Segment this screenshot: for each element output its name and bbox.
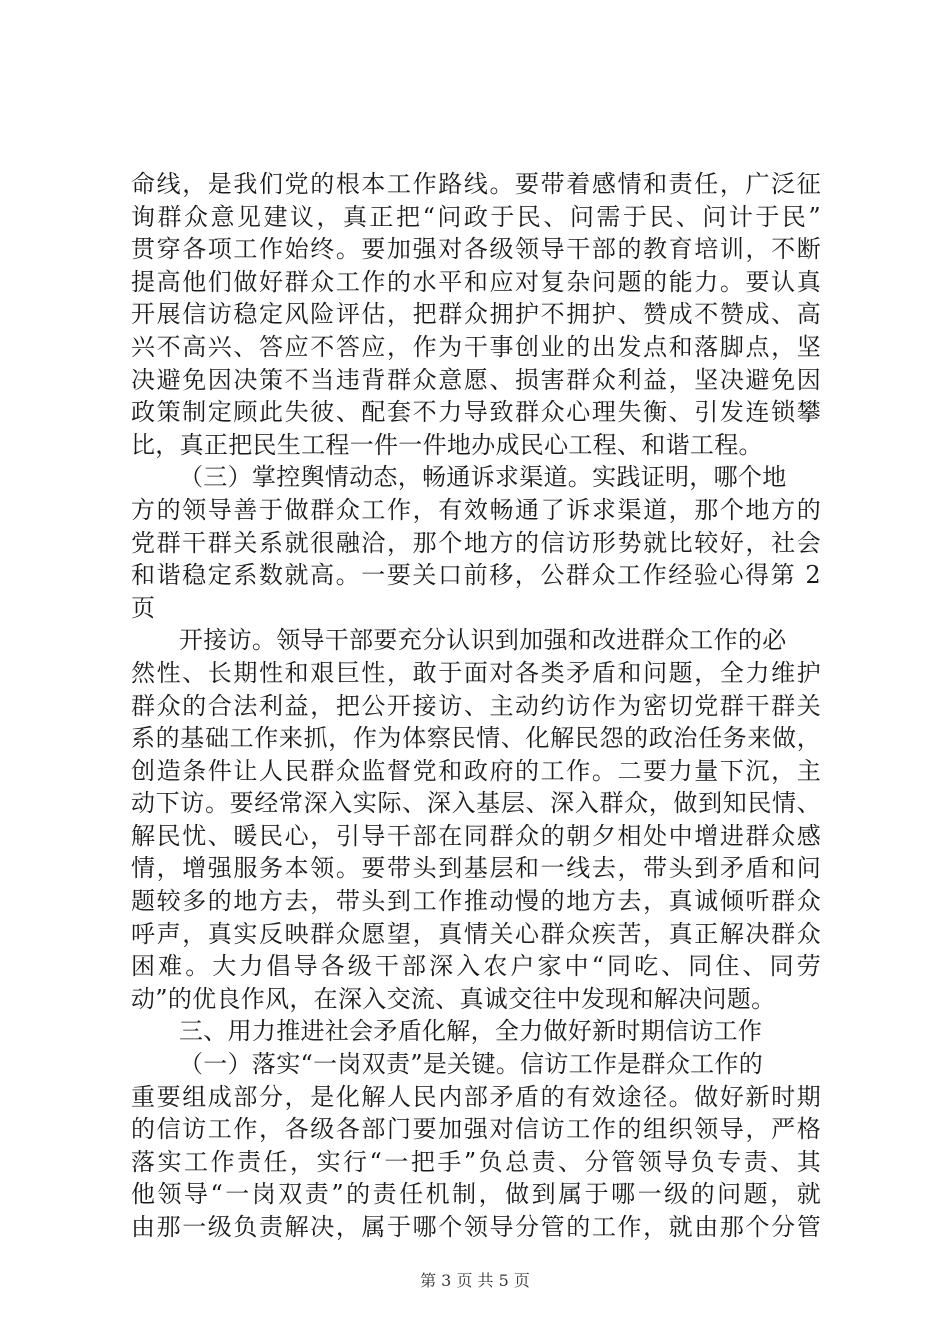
text-line: 决避免因决策不当违背群众意愿、损害群众利益，坚决避免因 (131, 365, 821, 394)
paragraph-start-line: 开接访。领导干部要充分认识到加强和改进群众工作的必 (179, 626, 787, 655)
text-line: 命线，是我们党的根本工作路线。要带着感情和责任，广泛征 (131, 170, 821, 198)
text-line: 题较多的地方去，带头到工作推动慢的地方去，真诚倾听群众 (131, 887, 821, 916)
text-line: 重要组成部分，是化解人民内部矛盾的有效途径。做好新时期 (131, 1082, 821, 1111)
text-line: 情，增强服务本领。要带头到基层和一线去，带头到矛盾和问 (131, 854, 821, 883)
paragraph-start-line: （一）落实“一岗双责”是关键。信访工作是群众工作的 (179, 1050, 764, 1079)
text-line: 和谐稳定系数就高。一要关口前移，公群众工作经验心得第 2 (131, 561, 821, 590)
text-line: 落实工作责任，实行“一把手”负总责、分管领导负专责、其 (131, 1147, 821, 1176)
document-body (131, 168, 821, 1244)
text-line: 政策制定顾此失彼、配套不力导致群众心理失衡、引发连锁攀 (131, 398, 821, 427)
text-line: 贯穿各项工作始终。要加强对各级领导干部的教育培训，不断 (131, 235, 821, 264)
text-line: 的信访工作，各级各部门要加强对信访工作的组织领导，严格 (131, 1115, 821, 1144)
text-line: 提高他们做好群众工作的水平和应对复杂问题的能力。要认真 (131, 267, 821, 296)
paragraph-start-line: （三）掌控舆情动态，畅通诉求渠道。实践证明，哪个地 (179, 463, 787, 492)
text-line: 他领导“一岗双责”的责任机制，做到属于哪一级的问题，就 (131, 1180, 821, 1209)
text-line: 页 (131, 593, 156, 622)
text-line: 创造条件让人民群众监督党和政府的工作。二要力量下沉，主 (131, 756, 821, 785)
text-line: 系的基础工作来抓，作为体察民情、化解民怨的政治任务来做， (131, 724, 821, 753)
text-line: 方的领导善于做群众工作，有效畅通了诉求渠道，那个地方的 (131, 495, 821, 524)
text-line: 开展信访稳定风险评估，把群众拥护不拥护、赞成不赞成、高 (131, 300, 821, 329)
text-line: 解民忧、暖民心，引导干部在同群众的朝夕相处中增进群众感 (131, 821, 821, 850)
text-line: 党群干群关系就很融洽，那个地方的信访形势就比较好，社会 (131, 528, 821, 557)
page-number-footer: 第 3 页 共 5 页 (420, 1271, 530, 1290)
text-line: 群众的合法利益，把公开接访、主动约访作为密切党群干群关 (131, 691, 821, 720)
text-line: 困难。大力倡导各级干部深入农户家中“同吃、同住、同劳 (131, 952, 821, 981)
text-line: 动下访。要经常深入实际、深入基层、深入群众，做到知民情、 (131, 789, 821, 818)
text-line: 动”的优良作风，在深入交流、真诚交往中发现和解决问题。 (131, 984, 776, 1013)
text-line: 询群众意见建议，真正把“问政于民、问需于民、问计于民” (131, 202, 821, 231)
text-line: 比，真正把民生工程一件一件地办成民心工程、和谐工程。 (131, 430, 763, 459)
text-line: 兴不高兴、答应不答应，作为干事创业的出发点和落脚点，坚 (131, 332, 821, 361)
section-heading: 三、用力推进社会矛盾化解，全力做好新时期信访工作 (179, 1017, 763, 1046)
text-line: 呼声，真实反映群众愿望，真情关心群众疾苦，真正解决群众 (131, 919, 821, 948)
text-line: 由那一级负责解决，属于哪个领导分管的工作，就由那个分管 (131, 1213, 821, 1241)
text-line: 然性、长期性和艰巨性，敢于面对各类矛盾和问题，全力维护 (131, 658, 821, 687)
